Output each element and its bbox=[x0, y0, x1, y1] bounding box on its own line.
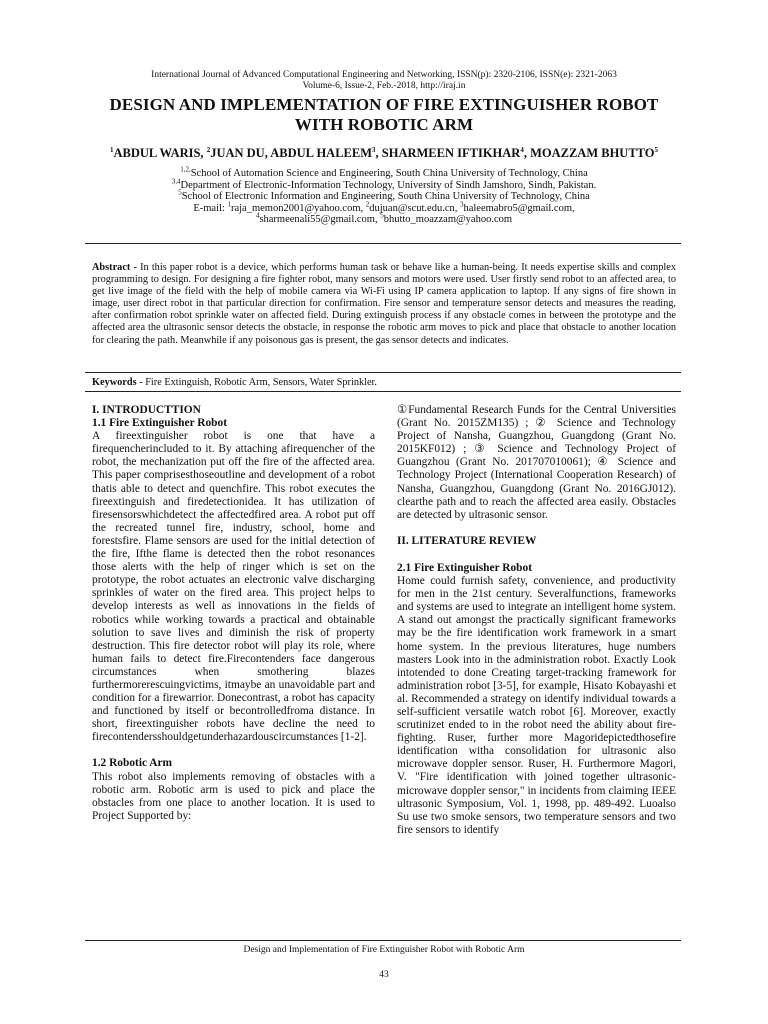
subsection-heading-robotic-arm: 1.2 Robotic Arm bbox=[92, 757, 173, 770]
email-sup: 2 bbox=[365, 200, 370, 209]
email-sup: 5 bbox=[380, 211, 384, 220]
author-sup: 2 bbox=[206, 145, 211, 154]
affil-text: Department of Electronic-Information Technology, University of Sindh Jamshoro, Sindh, Pakistan. bbox=[180, 179, 597, 191]
author-sup: 4 bbox=[520, 145, 524, 154]
title-line-1: DESIGN AND IMPLEMENTATION OF FIRE EXTINGUISHER ROBOT bbox=[109, 95, 659, 114]
abstract bbox=[92, 262, 676, 347]
page-number: 43 bbox=[379, 970, 389, 980]
email-link[interactable]: bhutto_moazzam@yahoo.com bbox=[383, 214, 513, 226]
author-sup: 1 bbox=[109, 145, 114, 154]
section-heading-literature: II. LITERATURE REVIEW bbox=[397, 534, 537, 547]
rule-top bbox=[85, 243, 681, 244]
author-sup: 3 bbox=[372, 145, 376, 154]
affil-sup: 5 bbox=[178, 188, 182, 197]
rule-keywords-bottom bbox=[85, 391, 681, 392]
author-name: JUAN DU, ABDUL HALEEM bbox=[210, 146, 373, 160]
email-sup: 4 bbox=[255, 211, 260, 220]
funding-paragraph: ①Fundamental Research Funds for the Central Universities (Grant No. 2015ZM135) ; ② Science and Technology Project of Nansha, Guangzhou, Guangdong (Grant No. 2015KF012) ; ③ Science and Technology Project of Guangzhou (Grant No. 201707010061); ④ Science and Technology Project (International Cooperation Research) of Nansha, Guangzhou, Guangdong (Grant No. 2016GJ012). clearthe path and to reach the affected area easily. Obstacles are detected by ultrasonic sensor. bbox=[397, 404, 676, 521]
running-footer: Design and Implementation of Fire Extinguisher Robot with Robotic Arm bbox=[243, 945, 525, 955]
journal-header bbox=[0, 70, 768, 92]
right-column bbox=[397, 404, 676, 837]
email-sup: 3 bbox=[459, 200, 464, 209]
title-line-2: WITH ROBOTIC ARM bbox=[294, 115, 474, 134]
intro-paragraph: A fireextinguisher robot is one that have a firequencherincluded to it. By attaching afirequencher of the robot, the mechanization put off the fire of the affected area. This paper comprisesthoseoutline and development of a robot thatis able to detect and quenchfire. This robot executes the fireextinguish and firedetectionidea. It has utilization of firesensorswhichdetect the affectedfired area. A robot put off the recreated tunnel fire, industry, school, home and forestsfire. Flame sensors are used for the initial detection of the fire, Ifthe flame is detected then the robot resonances those alerts with the help of ringer which is set on the prototype, the robot actuates an electronic valve discharging sprinkles of water on the fired area. This project helps to develop interests as well as innovations in the fields of robotics while working towards a practical and obtainable solution to save lives and diminish the risk of property destruction. This fire detector robot will play its role, where human fails to detect fire.Firecontenders face dangerous circumstances when smothering blazes furthermorerescuingvictims, itmaybe an unavoidable part and condition for a firewarrior. Donecontrast, a robot has capacity and functioned by itself or becontrolledfroma distance. In short, fireextinguisher robots have decline the need to firecontendersshouldgetunderhazardouscircumstances [1-2]. bbox=[92, 430, 375, 744]
author-sup: 5 bbox=[654, 145, 659, 154]
email-link[interactable]: raja_memon2001@yahoo.com, bbox=[230, 202, 366, 214]
affil-text: School of Electronic Information and Engineering, South China University of Technology, China bbox=[181, 191, 590, 203]
rule-keywords-top bbox=[85, 372, 681, 373]
email-link[interactable]: dujuan@scut.edu.cn, bbox=[369, 202, 460, 214]
affiliations bbox=[40, 165, 728, 226]
subsection-heading-lit-fire-robot: 2.1 Fire Extinguisher Robot bbox=[397, 561, 533, 574]
affiliation-line bbox=[40, 177, 728, 192]
affiliation-line bbox=[40, 188, 728, 203]
subsection-heading-fire-robot: 1.1 Fire Extinguisher Robot bbox=[92, 417, 228, 430]
journal-line-1: International Journal of Advanced Computational Engineering and Networking, ISSN(p): 2320-2106, ISSN(e): 2321-2063 bbox=[151, 70, 617, 80]
affil-sup: 3,4 bbox=[171, 177, 181, 186]
email-sup: 1 bbox=[227, 200, 231, 209]
footer-rule bbox=[85, 940, 681, 941]
author-name: , MOAZZAM BHUTTO bbox=[523, 146, 655, 160]
abstract-label: Abstract - bbox=[92, 262, 141, 273]
affil-sup: 1,2, bbox=[180, 165, 191, 174]
author-name: ABDUL WARIS, bbox=[113, 146, 207, 160]
keywords-label: Keywords - bbox=[92, 377, 146, 388]
literature-paragraph: Home could furnish safety, convenience, and productivity for men in the 21st century. Severalfunctions, frameworks and systems are used to integrate an intelligent home system. A stand out amongst the practically significant frameworks may be the fire identification work framework in a smart home system. In the previous literatures, huge numbers masters Look into in the administration robot. Exactly Look intotended to done Creating target-tracking framework for administration robot [3-5], for example, Hisato Kobayashi et al. Recommended a strategy on identify individual towards a self-sufficient versatile watch robot [6]. Moreover, exactly scrutinizet ended to in the robot need the ability about fire-fighting. Ruser, further more Magoridepictedthosefire identification witha consolidation for ultrasonic also microwave doppler sensor. Ruser, H. Furthermore Magori, V. "Fire identification with joined together ultrasonic-microwave doppler sensor," in incidents from claiming IEEE ultrasonic Symposium, Vol. 1, 1998, pp. 489-492. Luoalso Su use two smoke sensors, two temperature sensors and two fire sensors to identify bbox=[397, 575, 676, 836]
keywords bbox=[92, 377, 676, 389]
robotic-arm-paragraph: This robot also implements removing of obstacles with a robotic arm. Robotic arm is used to pick and place the obstacles from one place to another location. It is used to Project Supported by: bbox=[92, 770, 375, 822]
section-heading-introduction: I. INTRODUCTTION bbox=[92, 404, 201, 416]
abstract-text: In this paper robot is a device, which performs human task or behave like a human-being. It needs expertise skills and complex programming to design. For designing a fire fighter robot, many sensors and motors were used. User firstly send robot to an affected area, to get live image of the field with the help of mobile camera via Wi-Fi using IP camera application to laptop. If any signs of fire shown in image, user direct robot in that particular direction for confirmation. Fire sensor and temperature sensor detects and measures the reading, after confirmation robot sprinkle water on affected field. During extinguish process if any obstacle comes in between the prototype and the affected area the ultrasonic sensor detects the obstacle, in response the robotic arm moves to pick and place that obstacle to another location for clearing the path. Meanwhile if any poisonous gas is present, the gas sensor detects and indicates. bbox=[92, 262, 676, 346]
author-name: , SHARMEEN IFTIKHAR bbox=[375, 146, 521, 160]
email-link[interactable]: haleemabro5@gmail.com, bbox=[463, 202, 575, 214]
paper-title bbox=[60, 95, 708, 135]
journal-line-2: Volume-6, Issue-2, Feb.-2018, http://iraj.in bbox=[302, 81, 466, 91]
email-line bbox=[40, 211, 728, 226]
affiliation-line bbox=[40, 165, 728, 180]
keywords-text: Fire Extinguish, Robotic Arm, Sensors, Water Sprinkler. bbox=[145, 377, 377, 388]
affil-text: School of Automation Science and Engineering, South China University of Technology, China bbox=[190, 168, 588, 179]
email-prefix: E-mail: bbox=[193, 202, 228, 214]
author-list bbox=[40, 146, 728, 161]
email-link[interactable]: sharmeenali55@gmail.com, bbox=[259, 214, 381, 226]
left-column bbox=[92, 404, 375, 823]
email-line bbox=[40, 200, 728, 215]
